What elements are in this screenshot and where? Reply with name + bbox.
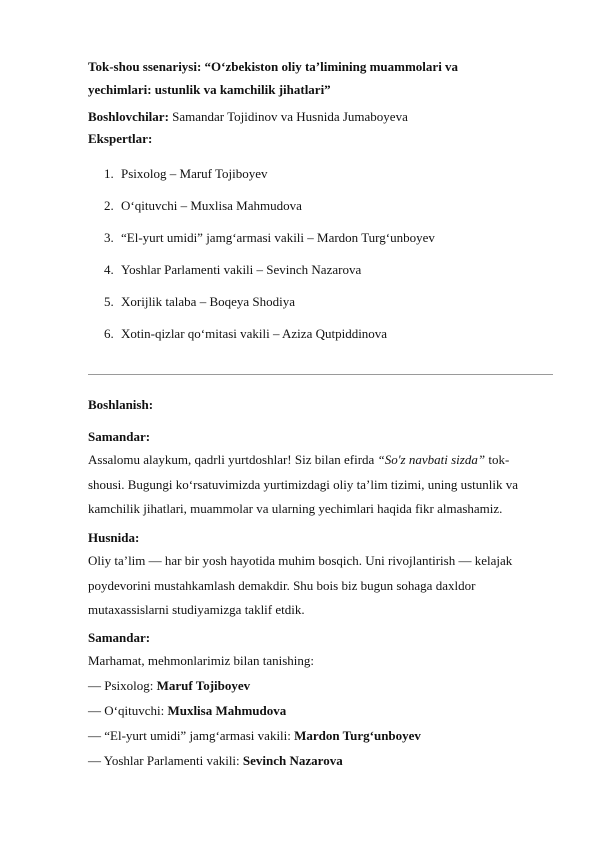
- guest-name: Mardon Turg‘unboyev: [294, 728, 421, 743]
- paragraph-line: shousi. Bugungi ko‘rsatuvimizda yurtimizdagi oliy ta’lim tizimi, uning ustunlik va: [88, 477, 519, 492]
- hosts-line: [88, 109, 408, 125]
- guest-role: — Psixolog:: [88, 678, 157, 693]
- guest-name: Muxlisa Mahmudova: [167, 703, 287, 718]
- list-text: “El-yurt umidi” jamg‘armasi vakili – Mardon Turg‘unboyev: [121, 230, 435, 245]
- list-item: [104, 198, 302, 214]
- speaker-samandar: Samandar:: [88, 429, 151, 444]
- paragraph-line: Oliy ta’lim — har bir yosh hayotida muhim bosqich. Uni rivojlantirish — kelajak: [88, 553, 513, 568]
- list-item: [104, 262, 361, 278]
- list-item: [104, 166, 268, 182]
- show-title: “So'z navbati sizda”: [377, 452, 486, 467]
- text-span: Assalomu alaykum, qadrli yurtdoshlar! Siz bilan efirda: [88, 452, 378, 467]
- guest-intro-line: [88, 728, 421, 744]
- list-item: [104, 294, 295, 310]
- guest-intro-line: [88, 703, 286, 719]
- list-text: Xorijlik talaba – Boqeya Shodiya: [121, 294, 296, 309]
- guest-name: Sevinch Nazarova: [242, 753, 343, 768]
- guest-name: Maruf Tojiboyev: [156, 678, 251, 693]
- guest-intro-line: [88, 678, 250, 694]
- speaker-husnida: Husnida:: [88, 530, 140, 545]
- guest-role: — “El-yurt umidi” jamg‘armasi vakili:: [88, 728, 295, 743]
- list-item: [104, 230, 435, 246]
- section-heading: Boshlanish:: [88, 397, 154, 412]
- list-number: 2.: [104, 198, 114, 213]
- list-number: 3.: [104, 230, 114, 245]
- list-number: 6.: [104, 326, 114, 341]
- list-item: [104, 326, 387, 342]
- list-text: Psixolog – Maruf Tojiboyev: [121, 166, 268, 181]
- horizontal-divider: [88, 374, 553, 375]
- guest-role: — Yoshlar Parlamenti vakili:: [88, 753, 243, 768]
- paragraph-line: kamchilik jihatlari, muammolar va ularning yechimlari haqida fikr almashamiz.: [88, 501, 503, 516]
- hosts-value: Samandar Tojidinov va Husnida Jumaboyeva: [168, 109, 408, 124]
- list-text: Yoshlar Parlamenti vakili – Sevinch Nazarova: [121, 262, 362, 277]
- list-number: 4.: [104, 262, 114, 277]
- paragraph-line: [88, 452, 509, 468]
- paragraph-line: Marhamat, mehmonlarimiz bilan tanishing:: [88, 653, 315, 668]
- list-number: 1.: [104, 166, 114, 181]
- hosts-label: Boshlovchilar:: [88, 109, 169, 124]
- speaker-samandar: Samandar:: [88, 630, 151, 645]
- text-span: tok-: [485, 452, 510, 467]
- paragraph-line: poydevorini mustahkamlash demakdir. Shu bois biz bugun sohaga daxldor: [88, 578, 476, 593]
- list-text: O‘qituvchi – Muxlisa Mahmudova: [121, 198, 302, 213]
- paragraph-line: mutaxassislarni studiyamizga taklif etdik.: [88, 602, 305, 617]
- title-line-1: Tok-shou ssenariysi: “O‘zbekiston oliy ta’limining muammolari va: [88, 59, 459, 74]
- experts-label: Ekspertlar:: [88, 131, 153, 146]
- guest-intro-line: [88, 753, 343, 769]
- list-text: Xotin-qizlar qo‘mitasi vakili – Aziza Qutpiddinova: [121, 326, 388, 341]
- guest-role: — O‘qituvchi:: [88, 703, 168, 718]
- list-number: 5.: [104, 294, 114, 309]
- title-line-2: yechimlari: ustunlik va kamchilik jihatlari”: [88, 82, 331, 97]
